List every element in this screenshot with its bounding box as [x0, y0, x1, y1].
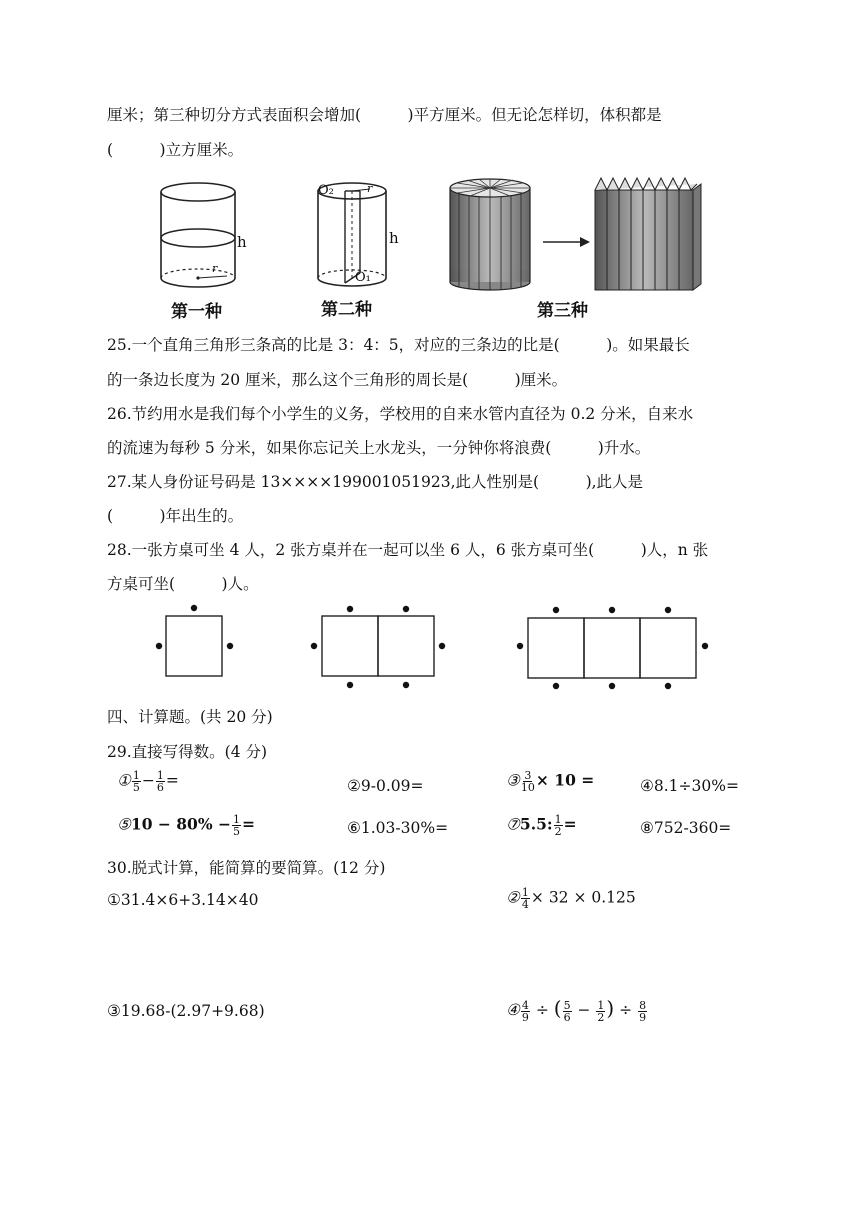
r-label-1: r	[212, 262, 218, 275]
cylinder-figure-3	[445, 170, 715, 300]
q29-item-4: ④8.1÷30%=	[640, 777, 739, 795]
q29-item-7: ⑦5.5: $\frac{1}{2}$ =	[506, 813, 577, 838]
q30-item-3: ③19.68-(2.97+9.68)	[107, 1002, 265, 1020]
q30-item-2: ② $\frac{1}{4}$ × 32 × 0.125	[506, 886, 636, 911]
caption-first: 第一种	[171, 302, 222, 322]
q29-item-6: ⑥1.03-30%=	[347, 819, 449, 837]
r-label-2: r	[367, 182, 373, 195]
q29-item-2: ②9-0.09=	[347, 777, 424, 795]
q25-line1: 25.一个直角三角形三条高的比是 3：4：5，对应的三条边的比是( )。如果最长	[107, 336, 690, 354]
q27-line1: 27.某人身份证号码是 13××××199001051923,此人性别是( ),此人是	[107, 473, 644, 491]
q29-item-8: ⑧752-360=	[640, 819, 732, 837]
q29-item-3: ③ $\frac{3}{10}$ × 10 =	[506, 769, 595, 794]
q24-line1: 厘米；第三种切分方式表面积会增加( )平方厘米。但无论怎样切，体积都是	[107, 106, 662, 124]
section4-title: 四、计算题。(共 20 分)	[107, 708, 273, 726]
q26-line1: 26.节约用水是我们每个小学生的义务，学校用的自来水管内直径为 0.2 分米，自来水	[107, 405, 694, 423]
caption-third: 第三种	[537, 301, 588, 321]
q28-line1: 28.一张方桌可坐 4 人，2 张方桌并在一起可以坐 6 人，6 张方桌可坐( )人，n 张	[107, 541, 709, 559]
q27-line2: ( )年出生的。	[107, 507, 244, 525]
q30-item-1: ①31.4×6+3.14×40	[107, 891, 259, 909]
q30-title: 30.脱式计算，能简算的要简算。(12 分)	[107, 859, 386, 877]
q30-item-4: ④ $\frac{4}{9}$ ÷ ( $\frac{5}{6}$ − $\frac{1}{2}$ ) ÷ $\frac{8}{9}$	[506, 996, 647, 1024]
q29-item-1: ① $\frac{1}{5}$ − $\frac{1}{6}$ =	[117, 769, 179, 794]
h-label-1: h	[237, 233, 247, 251]
q28-line2: 方桌可坐( )人。	[107, 575, 259, 593]
caption-second: 第二种	[321, 300, 372, 320]
q29-title: 29.直接写得数。(4 分)	[107, 743, 268, 761]
h-label-2: h	[389, 229, 399, 247]
q25-line2: 的一条边长度为 20 厘米，那么这个三角形的周长是( )厘米。	[107, 371, 568, 389]
o2-label: O₂	[318, 183, 334, 198]
q29-item-5: ⑤10 − 80% − $\frac{1}{5}$ =	[117, 813, 255, 838]
tables-figure	[150, 603, 720, 693]
q24-line2: ( )立方厘米。	[107, 141, 244, 159]
o1-label: O₁	[355, 270, 371, 285]
q26-line2: 的流速为每秒 5 分米，如果你忘记关上水龙头，一分钟你将浪费( )升水。	[107, 439, 651, 457]
